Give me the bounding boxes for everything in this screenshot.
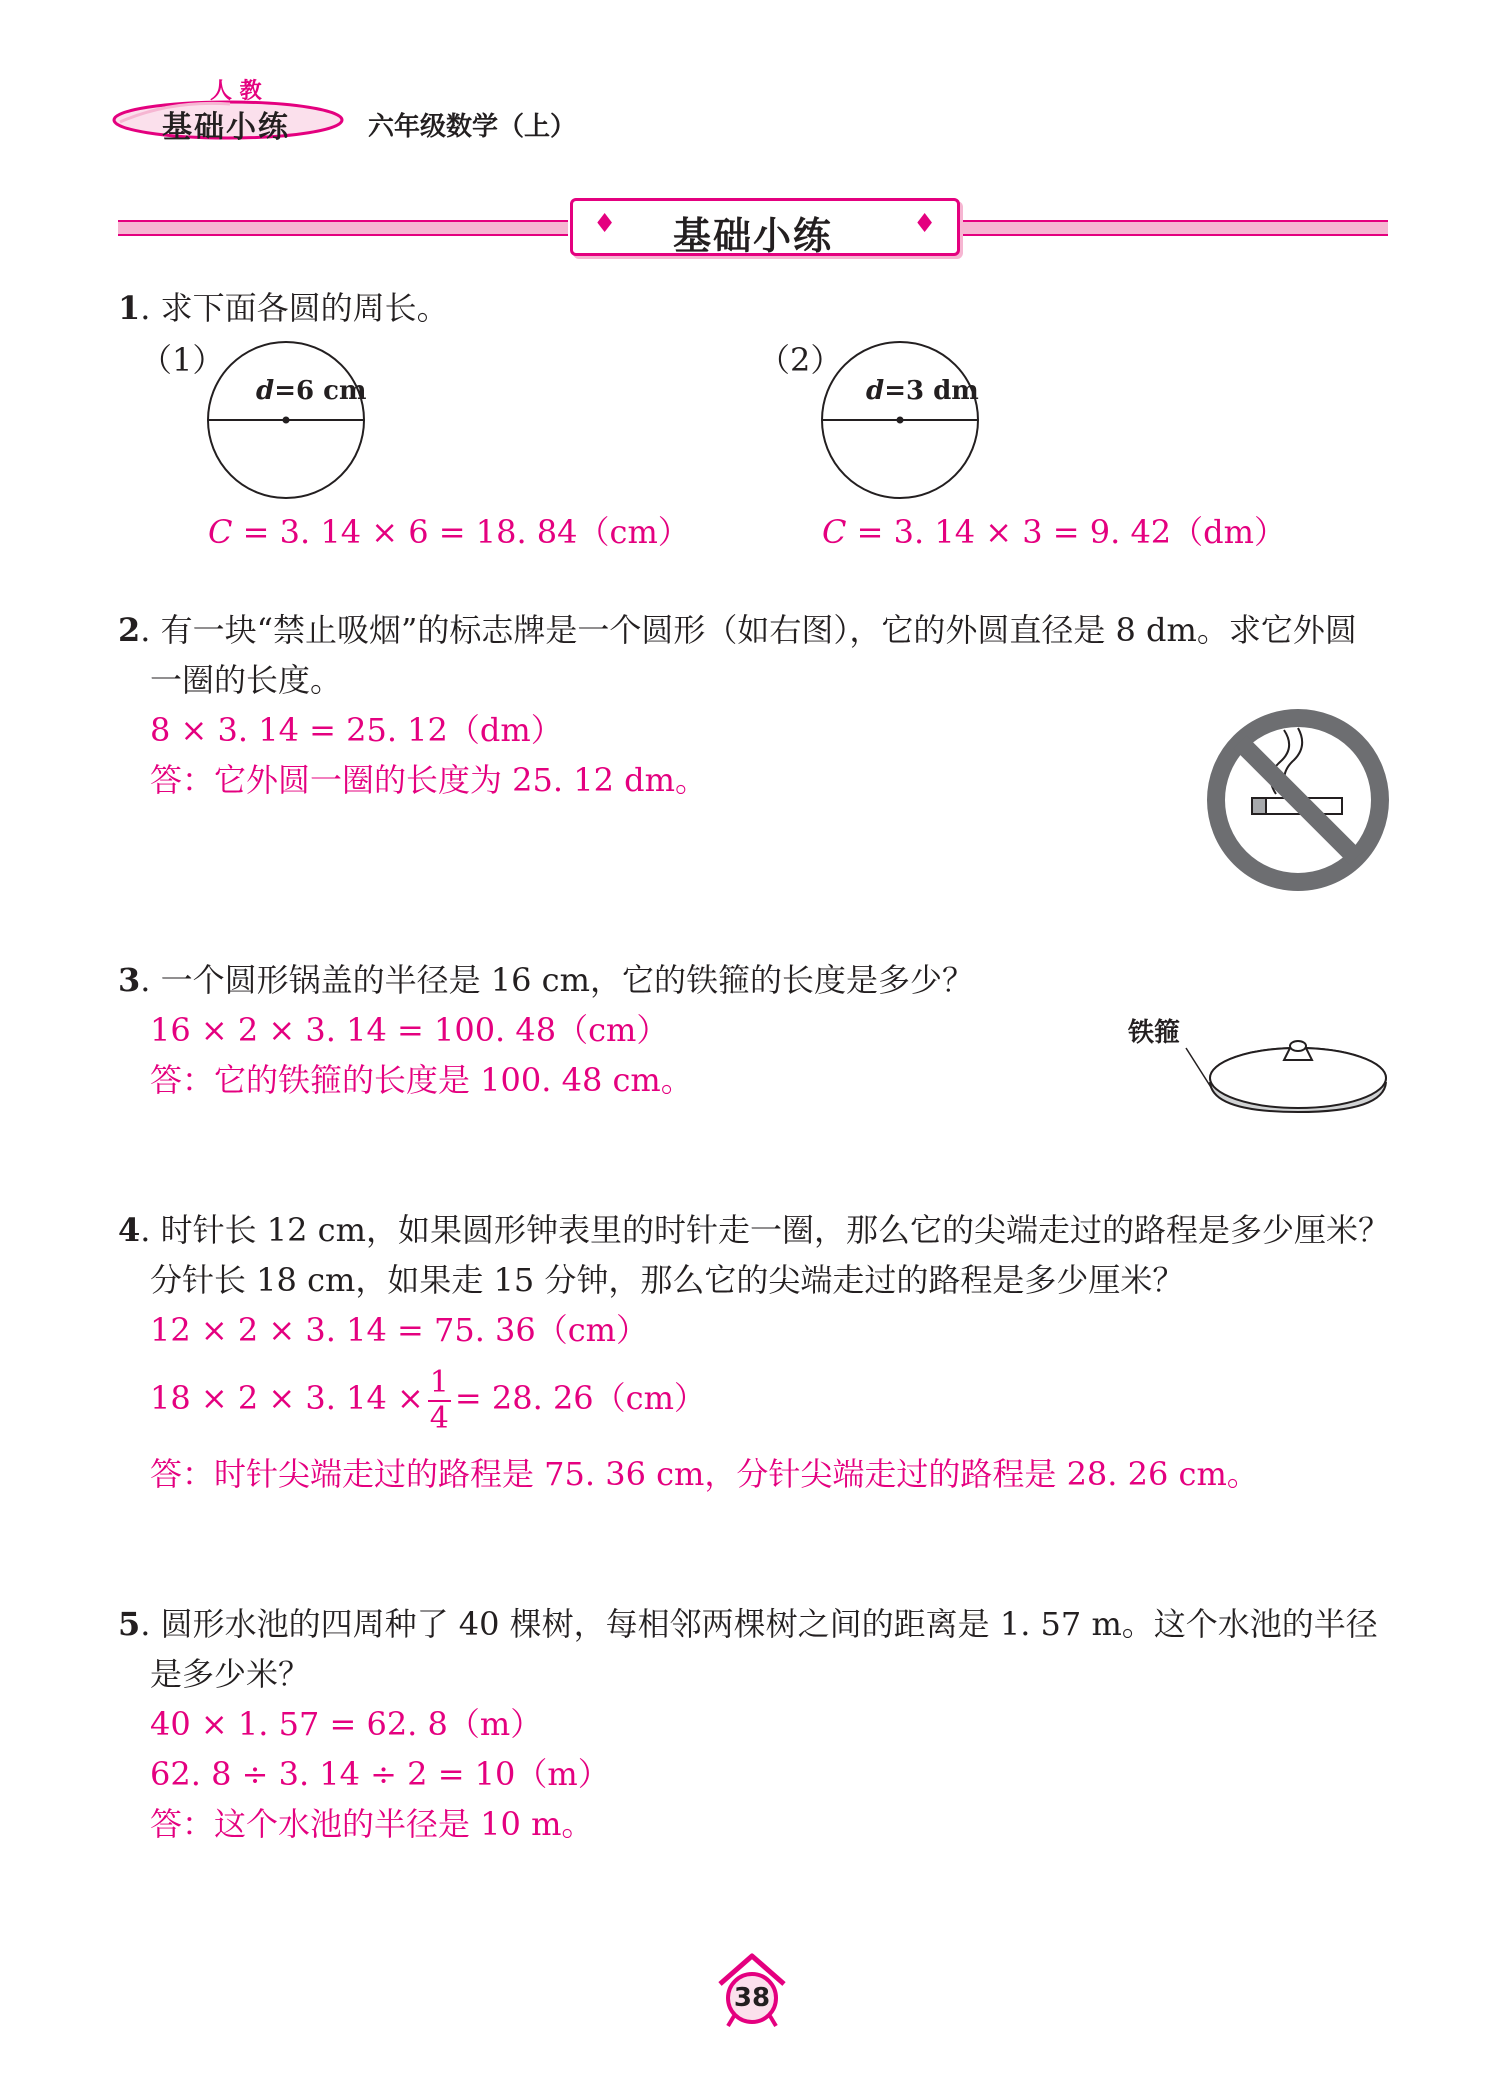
q2-answer-text: 答：它外圆一圈的长度为 25. 12 dm。 — [150, 761, 707, 799]
pot-lid-figure — [1130, 1000, 1390, 1120]
question-4: 4. 时针长 12 cm，如果圆形钟表里的时针走一圈，那么它的尖端走过的路程是多少厘米？ — [118, 1211, 1390, 1249]
question-text: 求下面各圆的周长。 — [160, 289, 449, 327]
q1-circle-2 — [818, 338, 982, 502]
q3-answer-text: 答：它的铁箍的长度是 100. 48 cm。 — [150, 1061, 693, 1099]
no-smoking-sign — [1206, 708, 1390, 892]
question-2-line2: 一圈的长度。 — [150, 661, 343, 699]
banner-title: 基础小练 — [673, 214, 834, 258]
banner-line-left — [118, 220, 568, 236]
question-text-line1: 有一块“禁止吸烟”的标志牌是一个圆形（如右图），它的外圆直径是 8 dm。求它外圆 — [160, 611, 1357, 649]
q4-answer-calc-1: 12 × 2 × 3. 14 = 75. 36（cm） — [150, 1311, 649, 1349]
section-banner — [118, 198, 1388, 256]
header — [110, 70, 630, 150]
question-5: 5. 圆形水池的四周种了 40 棵树，每相邻两棵树之间的距离是 1. 57 m。这个水池的半径 — [118, 1605, 1378, 1643]
q1-circle-1 — [204, 338, 368, 502]
q4-answer-text: 答：时针尖端走过的路程是 75. 36 cm，分针尖端走过的路程是 28. 26 cm。 — [150, 1455, 1259, 1493]
banner-line-right — [956, 220, 1388, 236]
question-text: 一个圆形锅盖的半径是 16 cm，它的铁箍的长度是多少？ — [160, 961, 974, 999]
q4-answer-calc-2: 18 × 2 × 3. 14 × $\frac{1}{4}$ = 28. 26（cm） — [150, 1364, 706, 1436]
pot-lid-label: 铁箍 — [1128, 1018, 1181, 1048]
header-book-title: 六年级数学（上） — [368, 112, 577, 142]
header-series-name: 基础小练 — [162, 110, 290, 145]
q1-part1-label: （1） — [140, 341, 225, 379]
question-number: 1 — [118, 289, 141, 327]
banner-box — [570, 198, 960, 256]
question-2: 2. 有一块“禁止吸烟”的标志牌是一个圆形（如右图），它的外圆直径是 8 dm。求它外圆 — [118, 611, 1357, 649]
q5-answer-calc-2: 62. 8 ÷ 3. 14 ÷ 2 = 10（m） — [150, 1755, 610, 1793]
question-4-line2: 分针长 18 cm，如果走 15 分钟，那么它的尖端走过的路程是多少厘米？ — [150, 1261, 1185, 1299]
question-3: 3. 一个圆形锅盖的半径是 16 cm，它的铁箍的长度是多少？ — [118, 961, 974, 999]
q1-part2-label: （2） — [758, 341, 843, 379]
q2-answer-calc: 8 × 3. 14 = 25. 12（dm） — [150, 711, 563, 749]
page-number: 38 — [733, 1983, 771, 2013]
q1-part2-answer: C = 3. 14 × 3 = 9. 42（dm） — [822, 513, 1286, 551]
question-1: 1. 求下面各圆的周长。 — [118, 289, 449, 327]
q1-circle-2-label: d=3 dm — [866, 376, 979, 406]
banner-diamond-left: ♦ — [593, 209, 617, 239]
fraction-one-quarter: $\frac{1}{4}$ — [429, 1364, 449, 1436]
q1-part1-answer: C = 3. 14 × 6 = 18. 84（cm） — [208, 513, 690, 551]
header-series-small: 人 教 — [210, 79, 262, 104]
question-text-line1: 时针长 12 cm，如果圆形钟表里的时针走一圈，那么它的尖端走过的路程是多少厘米？ — [160, 1211, 1390, 1249]
question-5-line2: 是多少米？ — [150, 1655, 311, 1693]
q5-answer-calc-1: 40 × 1. 57 = 62. 8（m） — [150, 1705, 543, 1743]
q1-circle-1-label: d=6 cm — [256, 376, 367, 406]
q5-answer-text: 答：这个水池的半径是 10 m。 — [150, 1805, 594, 1843]
q3-answer-calc: 16 × 2 × 3. 14 = 100. 48（cm） — [150, 1011, 669, 1049]
banner-diamond-right: ♦ — [913, 209, 937, 239]
question-text-line1: 圆形水池的四周种了 40 棵树，每相邻两棵树之间的距离是 1. 57 m。这个水池的半径 — [160, 1605, 1378, 1643]
